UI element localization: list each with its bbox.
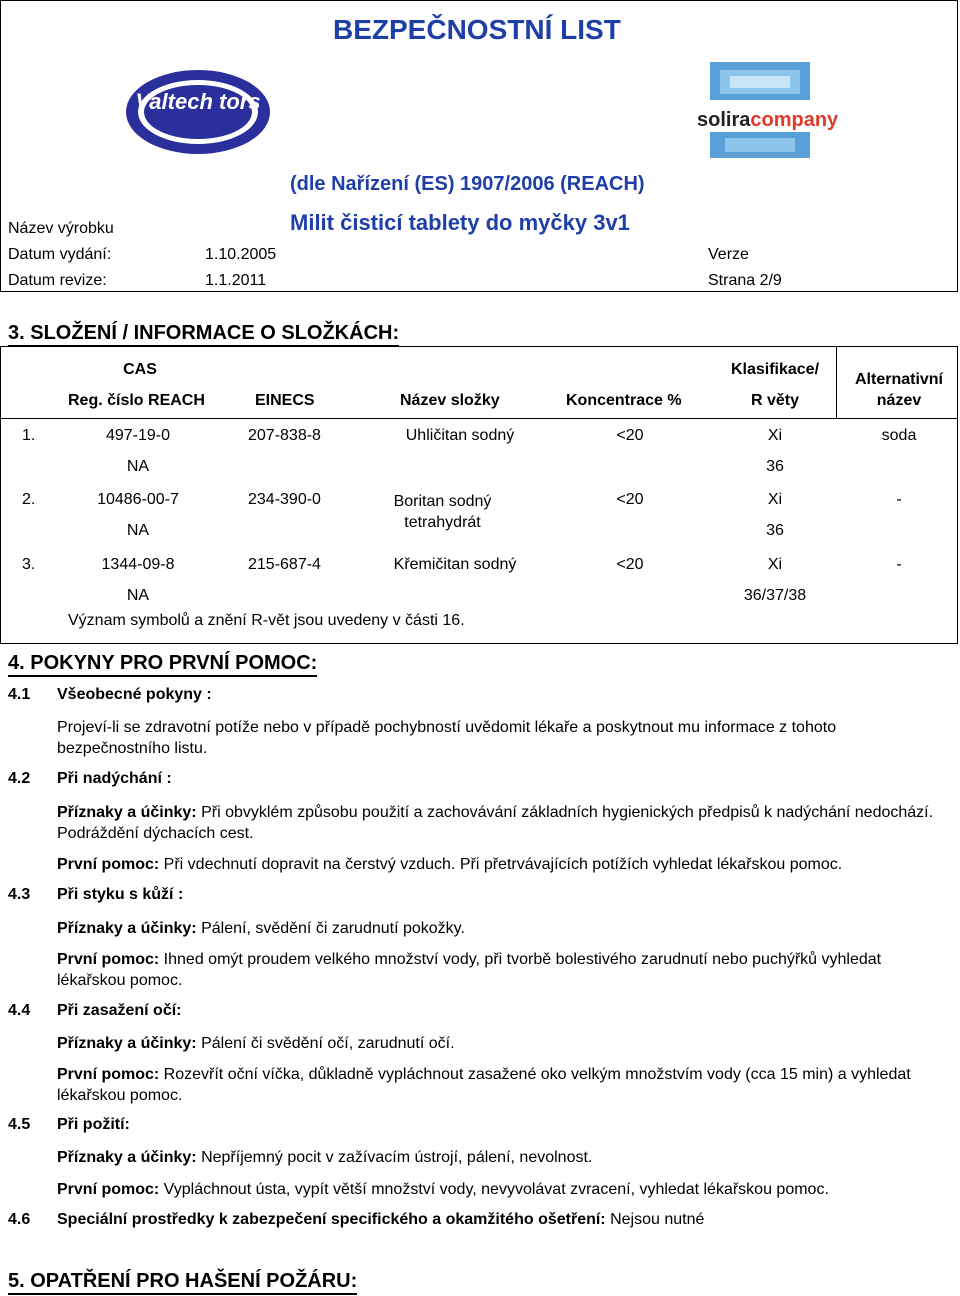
valtech-logo [123,62,273,162]
s45-first-aid: První pomoc: Vypláchnout ústa, vypít větší množství vody, nevyvolávat zvracení, vyhledat lékařskou pomoc. [57,1181,829,1198]
product-label: Název výrobku [8,220,114,237]
row3-cas: 1344-09-8 [101,556,175,573]
col-rphrases: R věty [750,392,800,409]
s41-text: Projeví-li se zdravotní potíže nebo v případě pochybností uvědomit lékaře a poskytnout mu informace z tohoto bezpečnostního listu. [57,719,837,757]
row3-class: Xi [767,556,783,573]
row1-reach: NA [126,458,150,475]
regulation-text: (dle Nařízení (ES) 1907/2006 (REACH) [290,173,645,195]
s44-no: 4.4 [8,1002,31,1019]
revision-date: 1.1.2011 [205,272,267,289]
row1-class: Xi [767,427,783,444]
row3-r: 36/37/38 [743,587,807,604]
col-reach: Reg. číslo REACH [68,392,205,409]
row2-reach: NA [126,522,150,539]
s44-symptoms: Příznaky a účinky: Pálení či svědění očí, zarudnutí očí. [57,1035,455,1052]
s45-symptoms: Příznaky a účinky: Nepříjemný pocit v zažívacím ústrojí, pálení, nevolnost. [57,1149,593,1166]
row1-einecs: 207-838-8 [248,427,321,444]
col-alt: Alternativní [854,371,943,388]
row1-no: 1. [22,427,36,444]
s46-no: 4.6 [8,1211,31,1228]
s42-symptoms: Příznaky a účinky: Při obvyklém způsobu použití a zachovávání základních hygienických předpisů k nadýchání nedochází. Podráždění dýchacích cest. [57,804,934,842]
col-class: Klasifikace/ [730,361,820,378]
s43-title: Při styku s kůží : [57,886,184,903]
row1-cas: 497-19-0 [105,427,171,444]
issue-label: Datum vydání: [8,246,112,263]
product-name: Milit čisticí tablety do myčky 3v1 [290,210,630,235]
s45-title: Při požití: [57,1116,130,1133]
row2-no: 2. [22,491,36,508]
s44-title: Při zasažení očí: [57,1002,182,1019]
s42-title: Při nadýchání : [57,770,172,787]
s44-first-aid: První pomoc: Rozevřít oční víčka, důkladně vypláchnout zasažené oko velkým množstvím vody (cca 15 min) a vyhledat lékařskou pomoc. [57,1066,911,1104]
page-label: Strana 2/9 [708,272,782,289]
s43-first-aid: První pomoc: Ihned omýt proudem velkého množství vody, při tvorbě bolestivého zarudnutí nebo puchýřků vyhledat lékařskou pomoc. [57,951,882,989]
col-cas: CAS [123,361,157,378]
r-phrases-note: Význam symbolů a znění R-vět jsou uvedeny v části 16. [68,612,465,629]
issue-date: 1.10.2005 [205,246,277,263]
row1-conc: <20 [616,427,644,444]
section3-heading: 3. SLOŽENÍ / INFORMACE O SLOŽKÁCH: [8,322,399,347]
section5-heading: 5. OPATŘENÍ PRO HAŠENÍ POŽÁRU: [8,1270,357,1295]
row2-r: 36 [766,522,784,539]
col-name: Název složky [400,392,500,409]
col-conc: Koncentrace % [566,392,682,409]
row3-name: Křemičitan sodný [393,556,517,573]
row3-reach: NA [126,587,150,604]
col-einecs: EINECS [255,392,315,409]
col-alt-2: název [876,392,922,409]
s42-first-aid: První pomoc: Při vdechnutí dopravit na čerstvý vzduch. Při přetrvávajících potížích vyhledat lékařskou pomoc. [57,856,843,873]
row1-name: Uhličitan sodný [405,427,515,444]
s41-title: Všeobecné pokyny : [57,686,212,703]
section4-heading: 4. POKYNY PRO PRVNÍ POMOC: [8,652,317,677]
row2-einecs: 234-390-0 [248,491,321,508]
s46-text: Speciální prostředky k zabezpečení specifického a okamžitého ošetření: Nejsou nutné [57,1211,705,1228]
s43-symptoms: Příznaky a účinky: Pálení, svědění či zarudnutí pokožky. [57,920,465,937]
s42-no: 4.2 [8,770,31,787]
revision-label: Datum revize: [8,272,107,289]
row2-class: Xi [767,491,783,508]
row1-alt: soda [881,427,917,444]
row2-alt: - [896,491,902,508]
row3-einecs: 215-687-4 [248,556,321,573]
svg-text:Valtech tors: Valtech tors [135,89,261,114]
document-title: BEZPEČNOSTNÍ LIST [333,14,621,45]
s45-no: 4.5 [8,1116,31,1133]
version-label: Verze [708,246,749,263]
row2-conc: <20 [616,491,644,508]
row1-r: 36 [766,458,784,475]
s43-no: 4.3 [8,886,31,903]
row3-alt: - [896,556,902,573]
row2-name: Boritan sodný tetrahydrát [393,493,492,531]
row2-cas: 10486-00-7 [97,491,179,508]
s41-no: 4.1 [8,686,31,703]
row3-no: 3. [22,556,36,573]
svg-text:soliracompany: soliracompany [697,109,839,131]
soliracompany-logo [695,60,839,160]
row3-conc: <20 [616,556,644,573]
